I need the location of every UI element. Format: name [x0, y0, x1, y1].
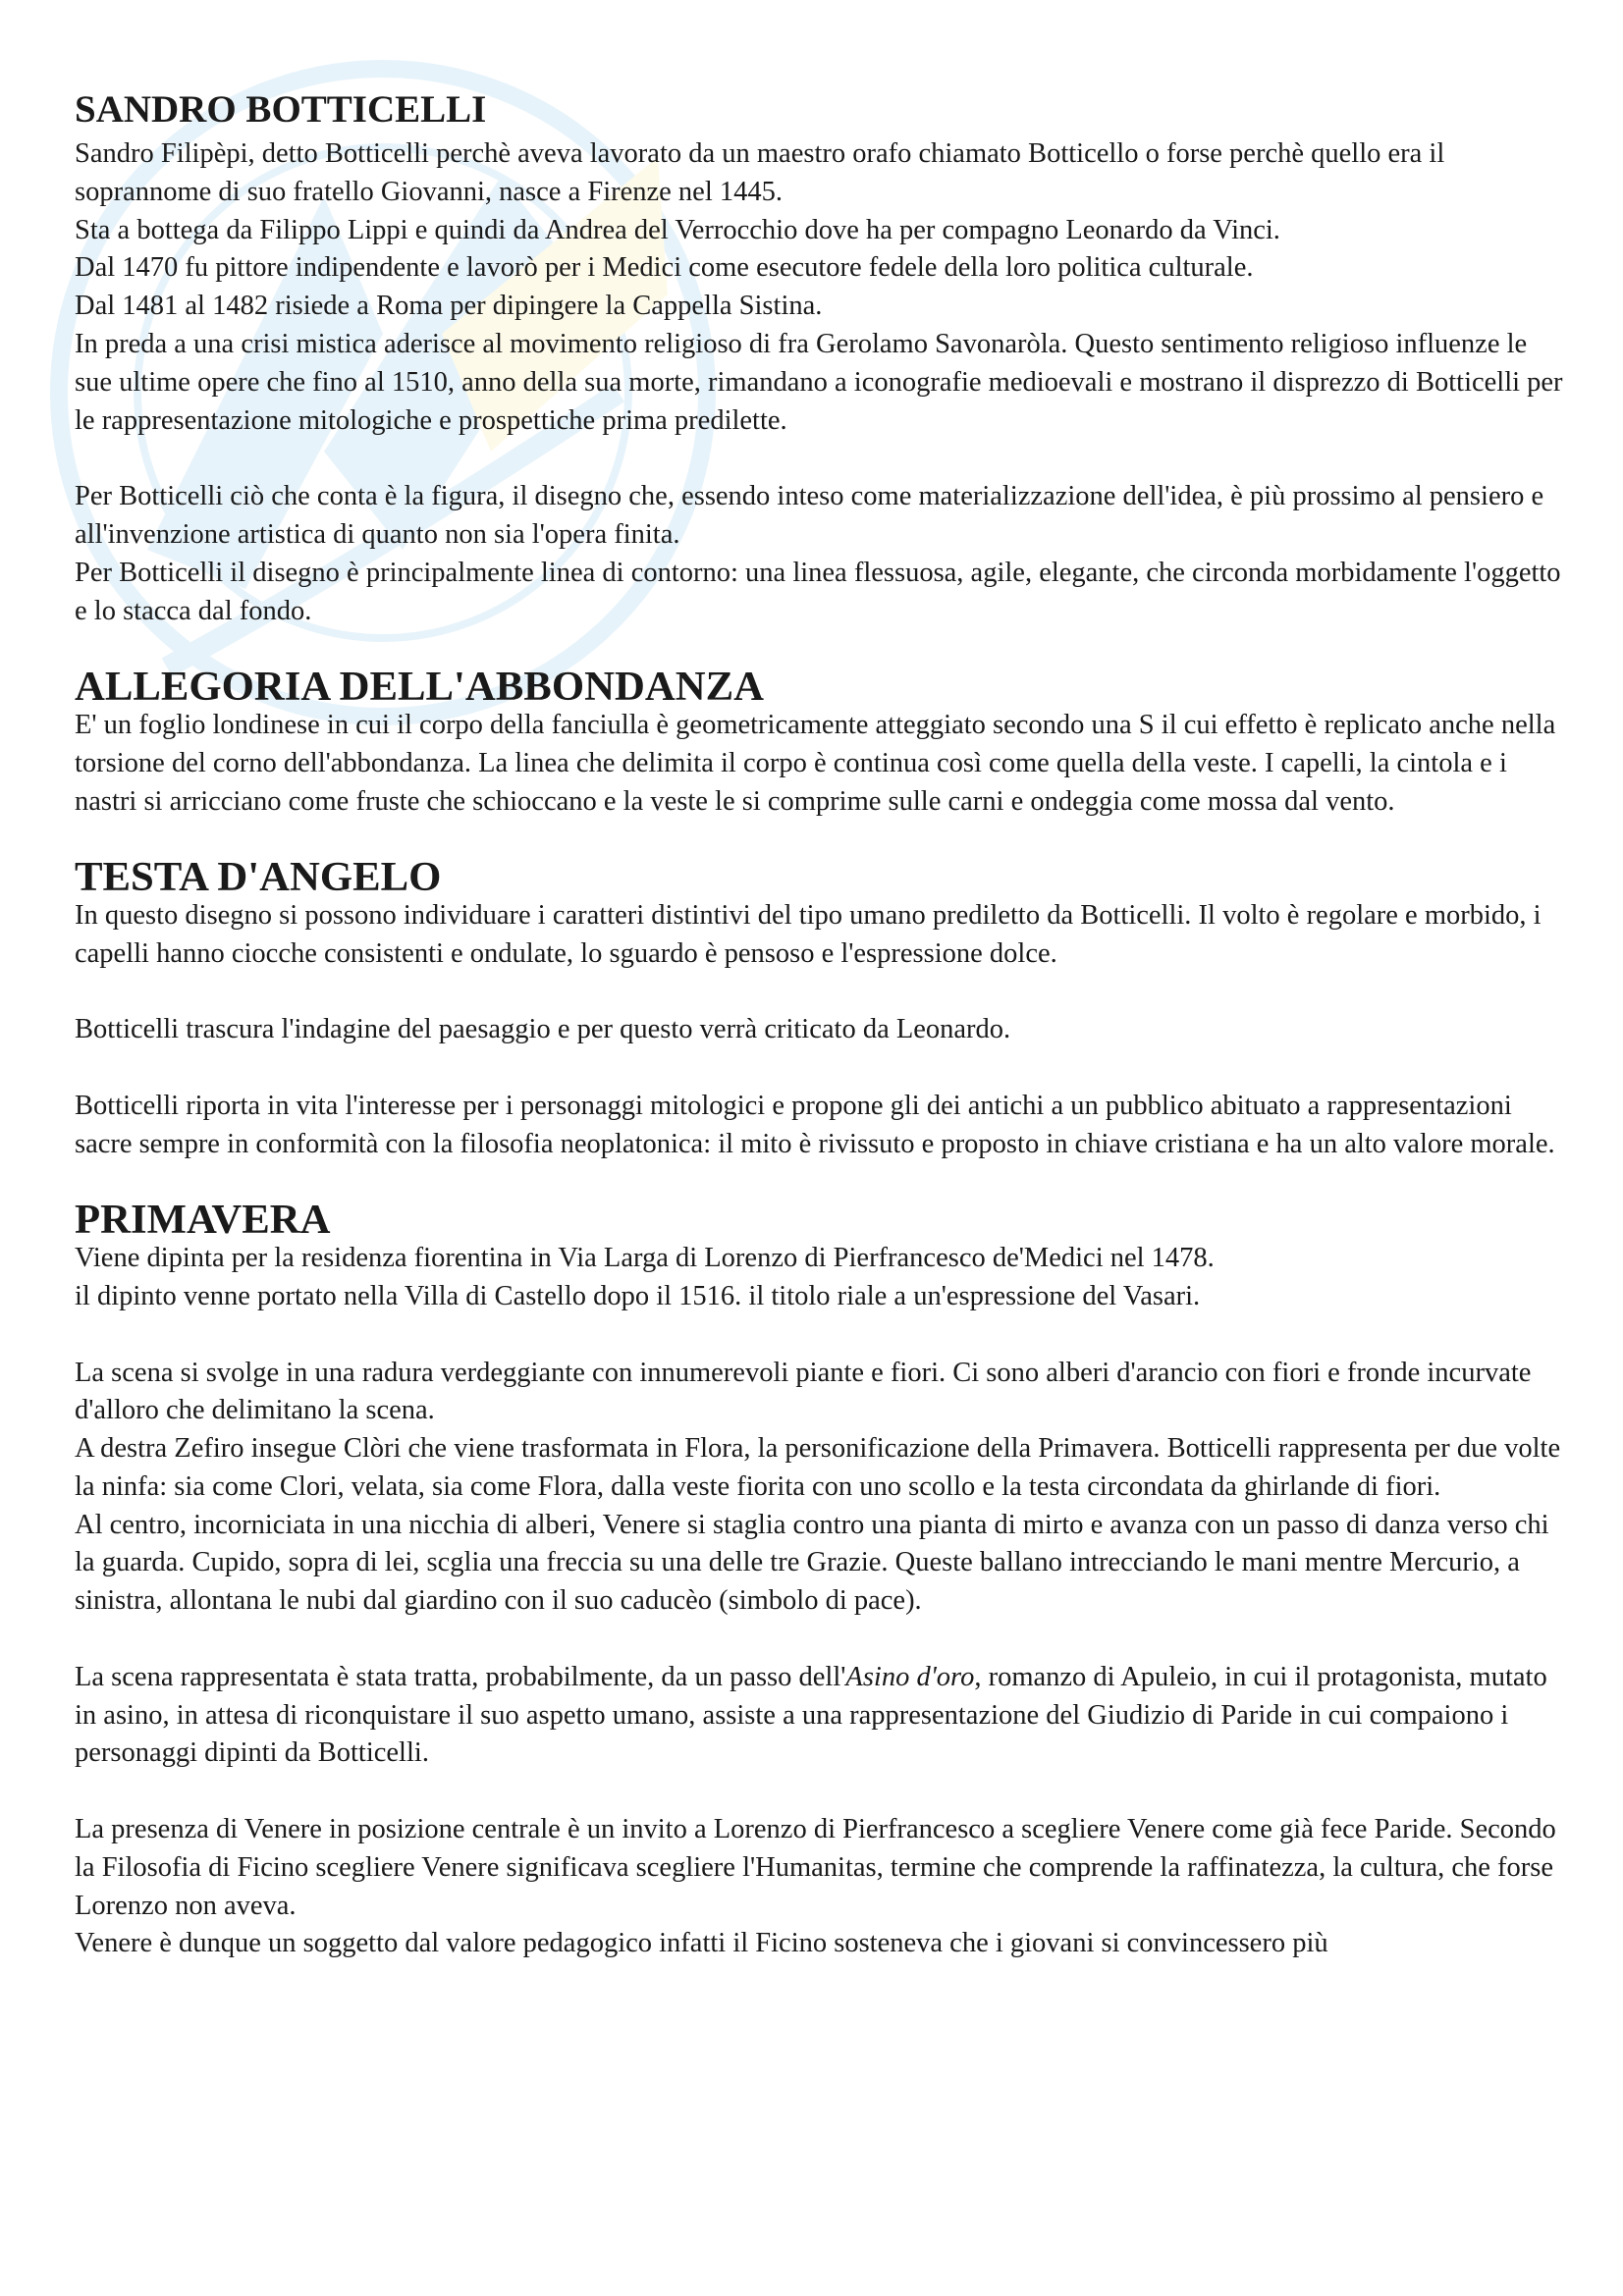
disegno-paragraph: Per Botticelli il disegno è principalmente linea di contorno: una linea flessuosa, agile, elegante, che circonda morbidamente l'oggetto e lo stacca dal fondo. — [75, 557, 1561, 626]
intro-paragraph: Dal 1470 fu pittore indipendente e lavorò per i Medici come esecutore fedele della loro politica culturale. — [75, 252, 1254, 284]
section-paragraph: E' un foglio londinese in cui il corpo della fanciulla è geometricamente atteggiato secondo una S il cui effetto è replicato anche nella torsione del corno dell'abbondanza. La linea che delimita il corpo è continua così come quella della veste. I capelli, la cintola e i nastri si arricciano come fruste che schioccano e la veste le si comprime sulle carni e ondeggia come mossa dal vento. — [75, 709, 1556, 817]
mitologia-paragraph: Botticelli riporta in vita l'interesse per i personaggi mitologici e propone gli dei antichi a un pubblico abituato a rappresentazioni sacre sempre in conformità con la filosofia neoplatonica: il mito è rivissuto e proposto in chiave cristiana e ha un alto valore morale. — [75, 1090, 1555, 1159]
section-heading: ALLEGORIA DELL'ABBONDANZA — [75, 664, 764, 711]
disegno-section — [75, 478, 1567, 630]
testa-section — [75, 854, 1567, 973]
intro-section — [75, 135, 1567, 440]
primavera-line: il dipinto venne portato nella Villa di Castello dopo il 1516. il titolo riale a un'espressione del Vasari. — [75, 1280, 1201, 1311]
fonte-paragraph — [75, 1659, 1567, 1773]
scena-paragraph: A destra Zefiro insegue Clòri che viene trasformata in Flora, la personificazione della Primavera. Botticelli rappresenta per due volte la ninfa: sia come Clori, velata, sia come Flora, dalla veste fiorita con uno scollo e la testa circondata da ghirlande di fiori. — [75, 1433, 1561, 1502]
venere-paragraph: La presenza di Venere in posizione centrale è un invito a Lorenzo di Pierfrancesco a scegliere Venere come già fece Paride. Secondo la Filosofia di Ficino scegliere Venere significava scegliere l'Humanitas, termine che comprende la raffinatezza, la cultura, che forse Lorenzo non aveva. — [75, 1814, 1556, 1921]
section-heading: TESTA D'ANGELO — [75, 854, 442, 901]
fonte-text-before: La scena rappresentata è stata tratta, probabilmente, da un passo dell' — [75, 1661, 846, 1692]
section-paragraph: In questo disegno si possono individuare i caratteri distintivi del tipo umano prediletto da Botticelli. Il volto è regolare e morbido, i capelli hanno ciocche consistenti e ondulate, lo sguardo è pensoso e l'espressione dolce. — [75, 899, 1542, 969]
fonte-text-after: , romanzo di Apuleio, in cui il protagonista, mutato in asino, in attesa di riconquistare il suo aspetto umano, assiste a una rappresentazione del Giudizio di Paride in cui compaiono i personaggi dipinti da Botticelli. — [75, 1661, 1547, 1769]
paesaggio-paragraph: Botticelli trascura l'indagine del paesaggio e per questo verrà criticato da Leonardo. — [75, 1014, 1011, 1045]
scena-paragraph: Al centro, incorniciata in una nicchia di alberi, Venere si staglia contro una pianta di mirto e avanza con un passo di danza verso chi la guarda. Cupido, sopra di lei, scglia una freccia su una delle tre Grazie. Queste ballano intrecciando le mani mentre Mercurio, a sinistra, allontana le nubi dal giardino con il suo caducèo (simbolo di pace). — [75, 1509, 1549, 1617]
allegoria-section — [75, 664, 1567, 821]
fonte-title-italic: Asino d'oro — [845, 1661, 975, 1692]
disegno-paragraph: Per Botticelli ciò che conta è la figura, il disegno che, essendo inteso come materializzazione dell'idea, è più prossimo al pensiero e all'invenzione artistica di quanto non sia l'opera finita. — [75, 481, 1544, 550]
section-heading: PRIMAVERA — [75, 1197, 331, 1244]
page-title: SANDRO BOTTICELLI — [75, 88, 487, 131]
primavera-section — [75, 1197, 1567, 1963]
primavera-line: Viene dipinta per la residenza fiorentina in Via Larga di Lorenzo di Pierfrancesco de'Medici nel 1478. — [75, 1243, 1215, 1274]
venere-paragraph: Venere è dunque un soggetto dal valore pedagogico infatti il Ficino sosteneva che i giovani si convincessero più — [75, 1928, 1328, 1959]
intro-paragraph: In preda a una crisi mistica aderisce al movimento religioso di fra Gerolamo Savonaròla. Questo sentimento religioso influenze le sue ultime opere che fino al 1510, anno della sua morte, rimandano a iconografie medioevali e mostrano il disprezzo di Botticelli per le rappresentazione mitologiche e prospettiche prima predilette. — [75, 328, 1563, 436]
scena-paragraph: La scena si svolge in una radura verdeggiante con innumerevoli piante e fiori. Ci sono alberi d'arancio con fiori e fronde incurvate d'alloro che delimitano la scena. — [75, 1357, 1532, 1426]
intro-paragraph: Sandro Filipèpi, detto Botticelli perchè aveva lavorato da un maestro orafo chiamato Botticello o forse perchè quello era il soprannome di suo fratello Giovanni, nasce a Firenze nel 1445. — [75, 138, 1445, 207]
intro-paragraph: Dal 1481 al 1482 risiede a Roma per dipingere la Cappella Sistina. — [75, 291, 823, 322]
intro-paragraph: Sta a bottega da Filippo Lippi e quindi da Andrea del Verrocchio dove ha per compagno Leonardo da Vinci. — [75, 214, 1280, 245]
document-body — [75, 84, 1567, 1963]
